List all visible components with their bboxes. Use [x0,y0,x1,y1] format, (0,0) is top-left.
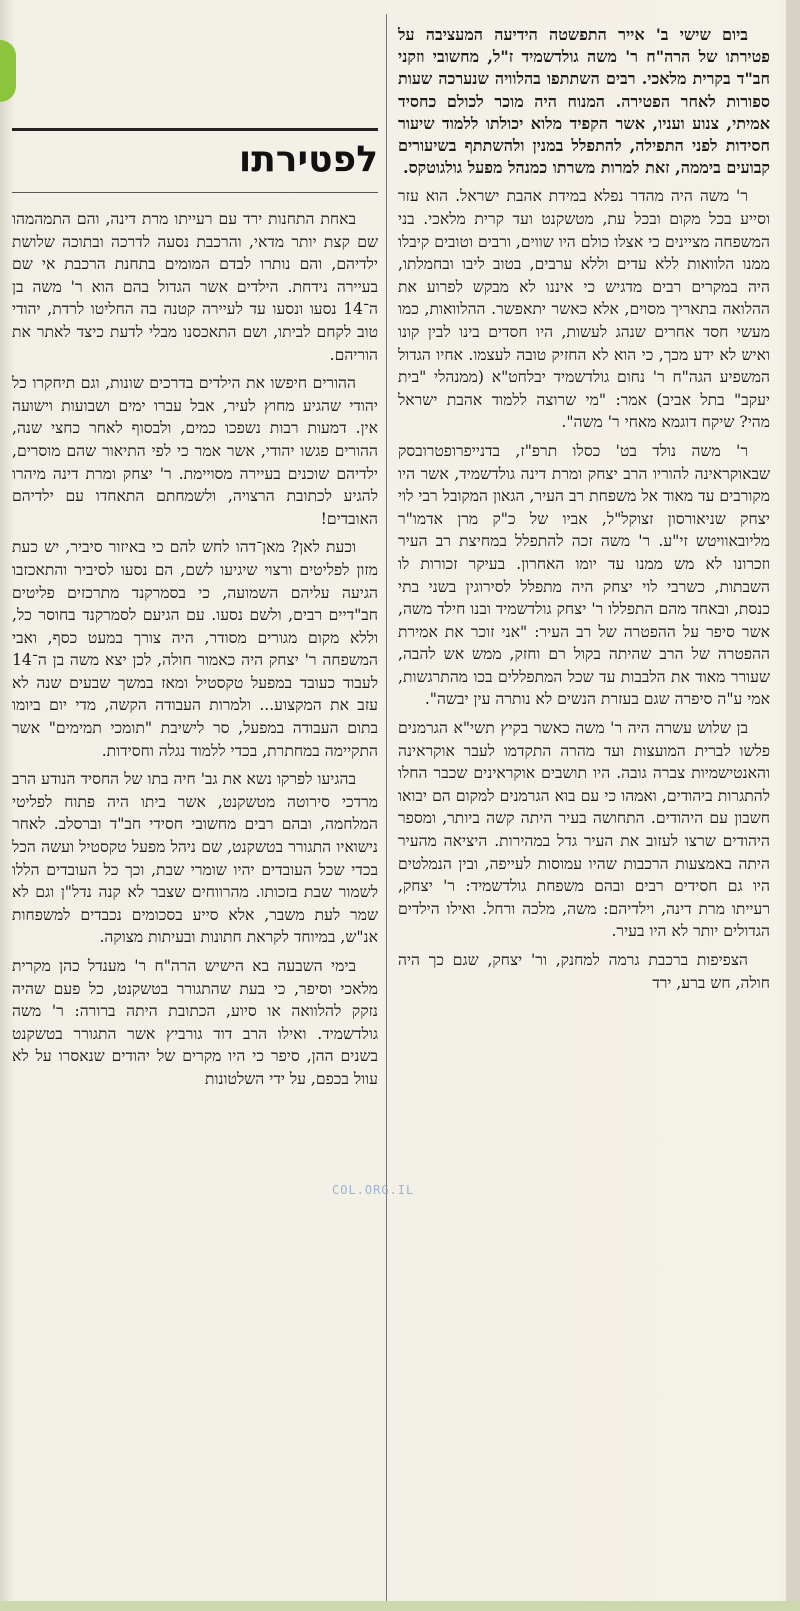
paragraph: באחת התחנות ירד עם רעייתו מרת דינה, והם התמהמהו שם קצת יותר מדאי, והרכבת נסעה לדרכה ובתוכה שלושת ילדיהם, והם נותרו לבדם המומים בתחנת הרכבת אי שם בעיירה נידחת. הילדים אשר הגדול בהם הוא ר' משה בן ה־14 נסעו ונסעו עד לעיירה קטנה בה החליטו לרדת, יהודי טוב לקחם לביתו, ושם התאכסנו מבלי לדעת כיצד לאתר את הוריהם. [12,210,378,364]
paragraph: הצפיפות ברכבת גרמה למחנק, ור' יצחק, שגם כך היה חולה, חש ברע, ירד [398,951,770,992]
green-section-tab [0,40,16,102]
page-edge-strip [786,0,800,1611]
paragraph: וכעת לאן? מאן־דהו לחש להם כי באיזור סיביר, יש כעת מזון לפליטים ורצוי שיגיעו לשם, הם נסעו לסיביר והתאכזבו הגיעה עליהם השמועה, כי בסמרקנד מתרכזים פליטים חב"דיים רבים, ולשם נסעו. עם הגיעם לסמרקנד בחוסר כל, וללא מקום מגורים מסודר, היה צורך במעט כסף, ואבי המשפחה ר' יצחק היה כאמור חולה, לכן יצא משה בן ה־14 לעבוד כעובד במפעל טקסטיל ומאז במשך שבעים שנה לא עזב את המקצוע... ולמרות העבודה הקשה, מדי יום ביומו בתום העבודה במפעל, סר לישיבת "תומכי תמימים" אשר התקיימה במחתרת, בכדי ללמוד נגלה וחסידות. [12,538,378,760]
column-divider [386,14,387,1604]
paragraph: בימי השבעה בא הישיש הרה"ח ר' מענדל כהן מקרית מלאכי וסיפר, כי בעת שהתגורר בטשקנט, כל פעם שהיה נזקק להלוואה או סיוע, הכתובת היתה ברורה: ר' משה גולדשמיד. ואילו הרב דוד גורביץ אשר התגורר בטשקנט בשנים ההן, סיפר כי היו מקרים של יהודים שנאסרו על לא עוול בכפם, על ידי השלטונות [12,957,378,1088]
paragraph: בהגיעו לפרקו נשא את גב' חיה בתו של החסיד הנודע הרב מרדכי סירוטה מטשקנט, אשר ביתו היה פתוח לפליטי המלחמה, ובהם רבים מחשובי חסידי חב"ד וברסלב. לאחר נישואיו התגורר בטשקנט, שם ניהל מפעל טקסטיל ועשה הכל בכדי שכל העובדים יהיו שומרי שבת, וכך כל העובדים הללו לשמור שבת בזכותו. מהרווחים שצבר לא קנה נדל"ן וגם לא שמר לעת משבר, אלא סייע בסכומים נכבדים למשפחות אנ"ש, במיוחד לקראת חתונות ובעיתות מצוקה. [12,770,378,947]
paragraph: ההורים חיפשו את הילדים בדרכים שונות, וגם תיחקרו כל יהודי שהגיע מחוץ לעיר, אבל עברו ימים ושבועות וישועה אין. דמעות רבות נשפכו כמים, ולבסוף לאחר כחצי שנה, ההורים פגשו יהודי, אשר אמר כי לפי התיאור שהם מוסרים, ילדיהם שוכנים בעיירה מסויימת. ר' יצחק ומרת דינה מיהרו להגיע לכתובת הרצויה, ולשמחתם התאחדו עם ילדיהם האובדים! [12,374,378,528]
left-column [12,208,378,1097]
site-watermark: COL.ORG.IL [332,1183,415,1197]
right-column [398,24,770,1000]
page-bottom-edge [0,1601,800,1611]
title-rule-bottom [12,192,378,193]
title-rule-top [12,128,378,131]
paragraph: ר' משה נולד בט' כסלו תרפ"ז, בדנייפרופטרובסק שבאוקראינה להוריו הרב יצחק ומרת דינה גולדשמיד, אשר היו מקורבים עד מאוד אל משפחת רב העיר, הגאון המקובל רבי לוי יצחק שניאורסון זצוקל"ל, אביו של כ"ק מרן אדמו"ר מליובאוויטש זי"ע. ר' משה זכה להתפלל במחיצת רב העיר וזכרונו לא מש ממנו עד יומו האחרון. בעיקר זכורות לו השבתות, כשרבי לוי יצחק היה מתפלל לסירוגין בשני בתי כנסת, ובאחד מהם התפללו ר' יצחק גולדשמיד ובנו חילד משה, אשר סיפר על ההפטרה של רב העיר: "אני זוכר את אמירת ההפטרה של הרב שהיתה בקול רם וחזק, ממש אש להבה, שעורר מאוד את הלבבות עד שכל המתפללים בכו מהתרגשות, אמי ע"ה סיפרה שגם בעזרת הנשים לא נותרה עין יבשה". [398,441,770,709]
paragraph: ר' משה היה מהדר נפלא במידת אהבת ישראל. הוא עזר וסייע בכל מקום ובכל עת, מטשקנט ועד קרית מלאכי. בני המשפחה מציינים כי אצלו כולם היו שווים, ורבים וטובים קיבלו ממנו הלוואות ללא עדים וללא ערבים, בטוב ליבו ובחמלתו, היה במקרים רבים מדגיש כי איננו לא מבקש לפרוע את ההלואה בתאריך מסוים, אלא כאשר יתאפשר. ההלוואות, כמו מעשי חסד אחרים שנהג לעשות, היו חסדים בינו לבין קונו ואיש לא ידע מכך, כי הוא לא החזיק טובה לעצמו. אחיו הגדול המשפיע הגה"ח ר' נחום גולדשמיד יבלחט"א (ממנהלי "בית יעקב" בתל אביב) אמר: "מי שרוצה ללמוד אהבת ישראל מהי? שיקח דוגמא מאחי ר' משה". [398,187,770,432]
article-lead: ביום שישי ב' אייר התפשטה הידיעה המעציבה על פטירתו של הרה"ח ר' משה גולדשמיד ז"ל, מחשובי וזקני חב"ד בקרית מלאכי. רבים השתתפו בהלוויה שנערכה שעות ספורות לאחר הפטירה. המנוח היה מוכר לכולם כחסיד אמיתי, צנוע ועניו, אשר הקפיד מלוא יכולתו ללמוד שיעור חסידות לפני התפילה, להתפלל במנין ולהשתתף בשיעורים קבועים ביממה, זאת למרות משרתו כמנהל מפעל גולגוטקס. [398,25,770,178]
paragraph: בן שלוש עשרה היה ר' משה כאשר בקיץ תשי"א הגרמנים פלשו לברית המועצות ועד מהרה התקדמו לעבר אוקראינה והאנטישמיות צברה גובה. היו תושבים אוקראינים שכבר החלו להתגרות ביהודים, ואמהו כי עם בוא הגרמנים למקום הם יבואו חשבון עם היהודים. התחושה בעיר היתה קשה ביותר, ומספר היהודים שרצו לעזוב את העיר גדל במהירות. היציאה מהעיר היתה באמצעות הרכבות שהיו עמוסות לעייפה, ובין הנמלטים היו גם חסידים רבים ובהם משפחת גולדשמיד: ר' יצחק, רעייתו מרת דינה, וילדיהם: משה, מלכה ורחל. ואילו הילדים הגדולים יותר לא היו בעיר. [398,719,770,941]
article-title: לפטירתו [238,139,378,180]
